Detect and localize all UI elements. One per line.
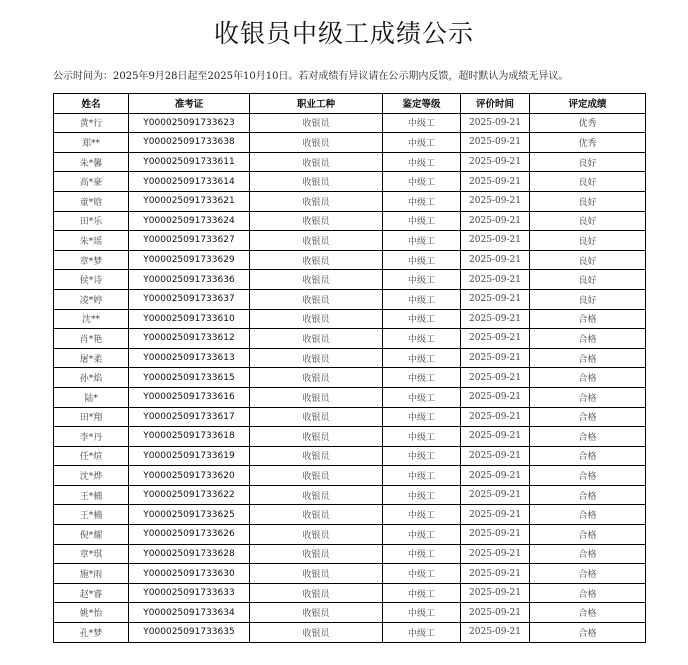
table-header-row: [54, 94, 646, 114]
cell-name: 姚*怡: [54, 603, 129, 623]
cell-ticket: Y000025091733638: [129, 133, 250, 153]
notice-text: 公示时间为：2025年9月28日起至2025年10月10日。若对成绩有异议请在公示期内反馈，超时默认为成绩无异议。: [53, 71, 569, 82]
cell-grade: 良好: [530, 211, 646, 231]
cell-name: 陆*: [54, 387, 129, 407]
cell-level: 中级工: [383, 231, 461, 251]
cell-occupation: 收银员: [250, 329, 383, 349]
cell-occupation: 收银员: [250, 348, 383, 368]
cell-grade: 合格: [530, 525, 646, 545]
cell-date: 2025-09-21: [461, 270, 530, 290]
cell-name: 朱*馨: [54, 152, 129, 172]
table-row: [54, 583, 646, 603]
cell-occupation: 收银员: [250, 544, 383, 564]
cell-grade: 合格: [530, 407, 646, 427]
cell-name: 高*豪: [54, 172, 129, 192]
cell-ticket: Y000025091733628: [129, 544, 250, 564]
cell-occupation: 收银员: [250, 133, 383, 153]
cell-ticket: Y000025091733635: [129, 623, 250, 643]
cell-date: 2025-09-21: [461, 113, 530, 133]
cell-level: 中级工: [383, 407, 461, 427]
cell-ticket: Y000025091733630: [129, 564, 250, 584]
cell-occupation: 收银员: [250, 583, 383, 603]
table-row: [54, 231, 646, 251]
cell-ticket: Y000025091733611: [129, 152, 250, 172]
cell-level: 中级工: [383, 623, 461, 643]
cell-ticket: Y000025091733627: [129, 231, 250, 251]
cell-date: 2025-09-21: [461, 309, 530, 329]
cell-date: 2025-09-21: [461, 231, 530, 251]
cell-grade: 良好: [530, 172, 646, 192]
cell-name: 沈**: [54, 309, 129, 329]
table-row: [54, 113, 646, 133]
cell-occupation: 收银员: [250, 250, 383, 270]
cell-name: 孔*梦: [54, 623, 129, 643]
table-row: [54, 250, 646, 270]
cell-level: 中级工: [383, 368, 461, 388]
cell-level: 中级工: [383, 172, 461, 192]
cell-grade: 优秀: [530, 113, 646, 133]
cell-name: 凌*婷: [54, 289, 129, 309]
cell-name: 朱*瑶: [54, 231, 129, 251]
cell-date: 2025-09-21: [461, 191, 530, 211]
table-row: [54, 427, 646, 447]
cell-grade: 合格: [530, 583, 646, 603]
cell-name: 沈*烨: [54, 466, 129, 486]
cell-name: 郑**: [54, 133, 129, 153]
cell-occupation: 收银员: [250, 603, 383, 623]
cell-date: 2025-09-21: [461, 387, 530, 407]
cell-level: 中级工: [383, 211, 461, 231]
table-row: [54, 564, 646, 584]
cell-name: 田*翔: [54, 407, 129, 427]
cell-occupation: 收银员: [250, 485, 383, 505]
cell-name: 赵*睿: [54, 583, 129, 603]
cell-grade: 合格: [530, 329, 646, 349]
cell-date: 2025-09-21: [461, 250, 530, 270]
cell-occupation: 收银员: [250, 466, 383, 486]
cell-level: 中级工: [383, 133, 461, 153]
table-row: [54, 387, 646, 407]
table-row: [54, 191, 646, 211]
results-table: [53, 93, 646, 643]
cell-level: 中级工: [383, 544, 461, 564]
cell-date: 2025-09-21: [461, 407, 530, 427]
cell-occupation: 收银员: [250, 270, 383, 290]
cell-level: 中级工: [383, 505, 461, 525]
cell-grade: 合格: [530, 309, 646, 329]
cell-date: 2025-09-21: [461, 348, 530, 368]
cell-occupation: 收银员: [250, 368, 383, 388]
cell-occupation: 收银员: [250, 152, 383, 172]
cell-level: 中级工: [383, 289, 461, 309]
cell-date: 2025-09-21: [461, 623, 530, 643]
cell-grade: 合格: [530, 603, 646, 623]
cell-date: 2025-09-21: [461, 505, 530, 525]
table-row: [54, 309, 646, 329]
cell-grade: 合格: [530, 368, 646, 388]
cell-ticket: Y000025091733621: [129, 191, 250, 211]
cell-occupation: 收银员: [250, 427, 383, 447]
table-row: [54, 211, 646, 231]
cell-ticket: Y000025091733626: [129, 525, 250, 545]
cell-level: 中级工: [383, 152, 461, 172]
cell-level: 中级工: [383, 309, 461, 329]
header-ticket: 准考证: [129, 94, 250, 114]
cell-ticket: Y000025091733617: [129, 407, 250, 427]
cell-name: 王*楠: [54, 505, 129, 525]
cell-level: 中级工: [383, 270, 461, 290]
cell-grade: 良好: [530, 250, 646, 270]
cell-date: 2025-09-21: [461, 368, 530, 388]
cell-occupation: 收银员: [250, 387, 383, 407]
cell-ticket: Y000025091733615: [129, 368, 250, 388]
cell-name: 章*梦: [54, 250, 129, 270]
table-row: [54, 289, 646, 309]
cell-occupation: 收银员: [250, 231, 383, 251]
cell-name: 黄*行: [54, 113, 129, 133]
cell-grade: 合格: [530, 485, 646, 505]
cell-date: 2025-09-21: [461, 564, 530, 584]
table-row: [54, 329, 646, 349]
cell-name: 肖*艳: [54, 329, 129, 349]
header-level: 鉴定等级: [383, 94, 461, 114]
cell-ticket: Y000025091733629: [129, 250, 250, 270]
cell-level: 中级工: [383, 113, 461, 133]
cell-grade: 良好: [530, 191, 646, 211]
cell-ticket: Y000025091733614: [129, 172, 250, 192]
table-row: [54, 603, 646, 623]
cell-ticket: Y000025091733622: [129, 485, 250, 505]
header-grade: 评定成绩: [530, 94, 646, 114]
cell-occupation: 收银员: [250, 446, 383, 466]
cell-level: 中级工: [383, 583, 461, 603]
table-row: [54, 172, 646, 192]
cell-ticket: Y000025091733637: [129, 289, 250, 309]
cell-level: 中级工: [383, 191, 461, 211]
cell-occupation: 收银员: [250, 525, 383, 545]
cell-grade: 合格: [530, 387, 646, 407]
cell-date: 2025-09-21: [461, 525, 530, 545]
table-row: [54, 525, 646, 545]
cell-date: 2025-09-21: [461, 329, 530, 349]
cell-name: 施*雨: [54, 564, 129, 584]
page-title: 收银员中级工成绩公示: [213, 19, 474, 48]
cell-level: 中级工: [383, 564, 461, 584]
cell-date: 2025-09-21: [461, 544, 530, 564]
cell-occupation: 收银员: [250, 211, 383, 231]
cell-grade: 合格: [530, 466, 646, 486]
cell-grade: 合格: [530, 348, 646, 368]
cell-date: 2025-09-21: [461, 172, 530, 192]
cell-name: 李*丹: [54, 427, 129, 447]
table-row: [54, 544, 646, 564]
cell-grade: 合格: [530, 544, 646, 564]
cell-grade: 合格: [530, 446, 646, 466]
cell-date: 2025-09-21: [461, 485, 530, 505]
cell-name: 童*晗: [54, 191, 129, 211]
cell-level: 中级工: [383, 387, 461, 407]
cell-date: 2025-09-21: [461, 583, 530, 603]
cell-name: 章*琪: [54, 544, 129, 564]
cell-level: 中级工: [383, 525, 461, 545]
cell-ticket: Y000025091733624: [129, 211, 250, 231]
cell-name: 王*楠: [54, 485, 129, 505]
cell-occupation: 收银员: [250, 309, 383, 329]
cell-ticket: Y000025091733616: [129, 387, 250, 407]
cell-occupation: 收银员: [250, 564, 383, 584]
table-row: [54, 505, 646, 525]
cell-ticket: Y000025091733610: [129, 309, 250, 329]
cell-occupation: 收银员: [250, 623, 383, 643]
cell-grade: 合格: [530, 623, 646, 643]
cell-name: 任*煊: [54, 446, 129, 466]
header-date: 评价时间: [461, 94, 530, 114]
cell-level: 中级工: [383, 348, 461, 368]
cell-grade: 优秀: [530, 133, 646, 153]
cell-name: 孙*焰: [54, 368, 129, 388]
cell-grade: 合格: [530, 427, 646, 447]
table-row: [54, 270, 646, 290]
cell-ticket: Y000025091733633: [129, 583, 250, 603]
cell-date: 2025-09-21: [461, 211, 530, 231]
cell-occupation: 收银员: [250, 191, 383, 211]
header-occupation: 职业工种: [250, 94, 383, 114]
cell-ticket: Y000025091733636: [129, 270, 250, 290]
cell-grade: 合格: [530, 564, 646, 584]
cell-occupation: 收银员: [250, 407, 383, 427]
cell-level: 中级工: [383, 329, 461, 349]
cell-date: 2025-09-21: [461, 152, 530, 172]
cell-ticket: Y000025091733612: [129, 329, 250, 349]
cell-occupation: 收银员: [250, 505, 383, 525]
cell-grade: 良好: [530, 152, 646, 172]
table-row: [54, 446, 646, 466]
cell-level: 中级工: [383, 466, 461, 486]
cell-date: 2025-09-21: [461, 427, 530, 447]
cell-ticket: Y000025091733613: [129, 348, 250, 368]
cell-date: 2025-09-21: [461, 603, 530, 623]
table-row: [54, 485, 646, 505]
table-row: [54, 368, 646, 388]
cell-ticket: Y000025091733618: [129, 427, 250, 447]
header-name: 姓名: [54, 94, 129, 114]
cell-ticket: Y000025091733623: [129, 113, 250, 133]
cell-level: 中级工: [383, 427, 461, 447]
table-row: [54, 152, 646, 172]
cell-name: 屠*柔: [54, 348, 129, 368]
cell-level: 中级工: [383, 485, 461, 505]
cell-name: 侯*诗: [54, 270, 129, 290]
cell-occupation: 收银员: [250, 172, 383, 192]
cell-ticket: Y000025091733625: [129, 505, 250, 525]
table-row: [54, 623, 646, 643]
table-row: [54, 407, 646, 427]
cell-name: 倪*耀: [54, 525, 129, 545]
cell-date: 2025-09-21: [461, 466, 530, 486]
cell-level: 中级工: [383, 446, 461, 466]
cell-grade: 合格: [530, 505, 646, 525]
cell-grade: 良好: [530, 231, 646, 251]
cell-ticket: Y000025091733619: [129, 446, 250, 466]
cell-grade: 良好: [530, 289, 646, 309]
table-row: [54, 348, 646, 368]
cell-date: 2025-09-21: [461, 133, 530, 153]
cell-grade: 良好: [530, 270, 646, 290]
cell-date: 2025-09-21: [461, 289, 530, 309]
cell-occupation: 收银员: [250, 289, 383, 309]
table-row: [54, 133, 646, 153]
cell-name: 田*乐: [54, 211, 129, 231]
cell-date: 2025-09-21: [461, 446, 530, 466]
cell-ticket: Y000025091733620: [129, 466, 250, 486]
cell-ticket: Y000025091733634: [129, 603, 250, 623]
table-row: [54, 466, 646, 486]
cell-level: 中级工: [383, 603, 461, 623]
cell-level: 中级工: [383, 250, 461, 270]
cell-occupation: 收银员: [250, 113, 383, 133]
